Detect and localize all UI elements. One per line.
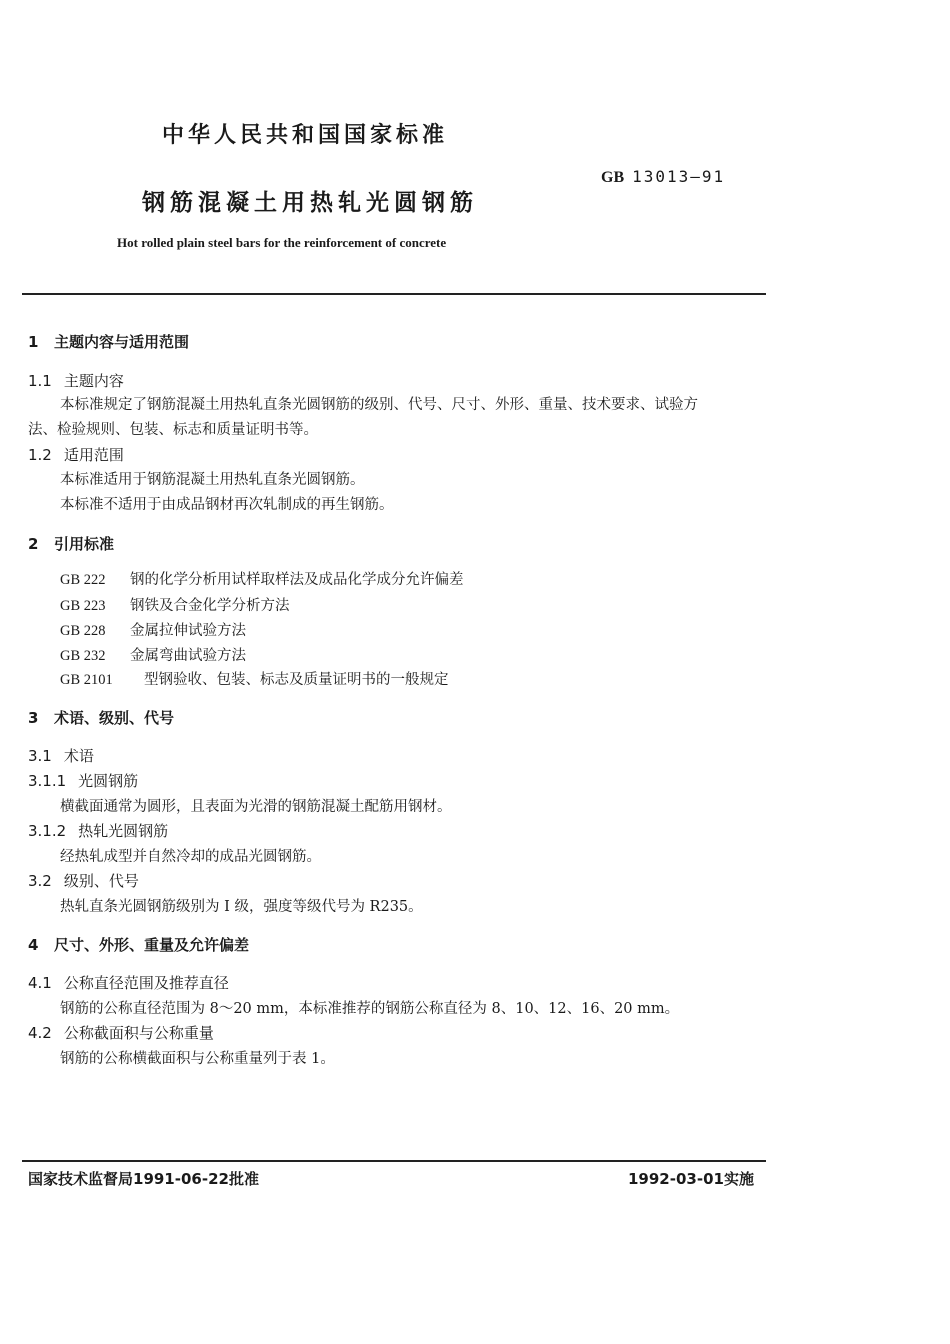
section-3-1-1-heading: 3.1.1 光圆钢筋 (28, 772, 139, 790)
section-3-1-heading: 3.1 术语 (28, 747, 94, 765)
gb-prefix: GB (601, 169, 625, 186)
approval-date: 国家技术监督局1991-06-22批准 (28, 1170, 259, 1188)
footer-divider (22, 1160, 766, 1162)
paragraph: 经热轧成型并自然冷却的成品光圆钢筋。 (60, 849, 321, 865)
section-1-2-heading: 1.2 适用范围 (28, 446, 124, 464)
reference-item: GB 2101 型钢验收、包装、标志及质量证明书的一般规定 (60, 672, 449, 688)
gb-number: 13013—91 (632, 167, 726, 186)
english-title: Hot rolled plain steel bars for the reinforcement of concrete (117, 235, 447, 250)
reference-item: GB 222 钢的化学分析用试样取样法及成品化学成分允许偏差 (60, 572, 464, 588)
reference-item: GB 232 金属弯曲试验方法 (60, 648, 246, 664)
paragraph: 本标准规定了钢筋混凝土用热轧直条光圆钢筋的级别、代号、尺寸、外形、重量、技术要求、试验方 (60, 397, 698, 413)
section-1-1-heading: 1.1 主题内容 (28, 372, 124, 390)
standard-title: 中华人民共和国国家标准 (162, 123, 449, 148)
document-title: 钢筋混凝土用热轧光圆钢筋 (142, 190, 478, 216)
section-3-2-heading: 3.2 级别、代号 (28, 872, 139, 890)
paragraph: 钢筋的公称横截面积与公称重量列于表 1。 (60, 1051, 335, 1067)
paragraph: 钢筋的公称直径范围为 8～20 mm，本标准推荐的钢筋公称直径为 8、10、12、16、20 mm。 (60, 1001, 680, 1017)
section-3-heading: 3 术语、级别、代号 (28, 709, 175, 727)
section-1-heading: 1 主题内容与适用范围 (28, 333, 190, 351)
section-4-heading: 4 尺寸、外形、重量及允许偏差 (28, 936, 250, 954)
paragraph: 横截面通常为圆形，且表面为光滑的钢筋混凝土配筋用钢材。 (60, 799, 452, 815)
implementation-date: 1992-03-01实施 (628, 1170, 754, 1188)
reference-item: GB 223 钢铁及合金化学分析方法 (60, 598, 290, 614)
gb-code (601, 167, 725, 187)
paragraph: 本标准不适用于由成品钢材再次轧制成的再生钢筋。 (60, 497, 394, 513)
section-3-1-2-heading: 3.1.2 热轧光圆钢筋 (28, 822, 169, 840)
section-4-2-heading: 4.2 公称截面积与公称重量 (28, 1024, 214, 1042)
paragraph: 热轧直条光圆钢筋级别为 I 级，强度等级代号为 R235。 (60, 899, 423, 915)
section-4-1-heading: 4.1 公称直径范围及推荐直径 (28, 974, 229, 992)
section-2-heading: 2 引用标准 (28, 535, 115, 553)
paragraph: 法、检验规则、包装、标志和质量证明书等。 (28, 422, 318, 438)
reference-item: GB 228 金属拉伸试验方法 (60, 623, 246, 639)
header-divider (22, 293, 766, 295)
paragraph: 本标准适用于钢筋混凝土用热轧直条光圆钢筋。 (60, 472, 365, 488)
